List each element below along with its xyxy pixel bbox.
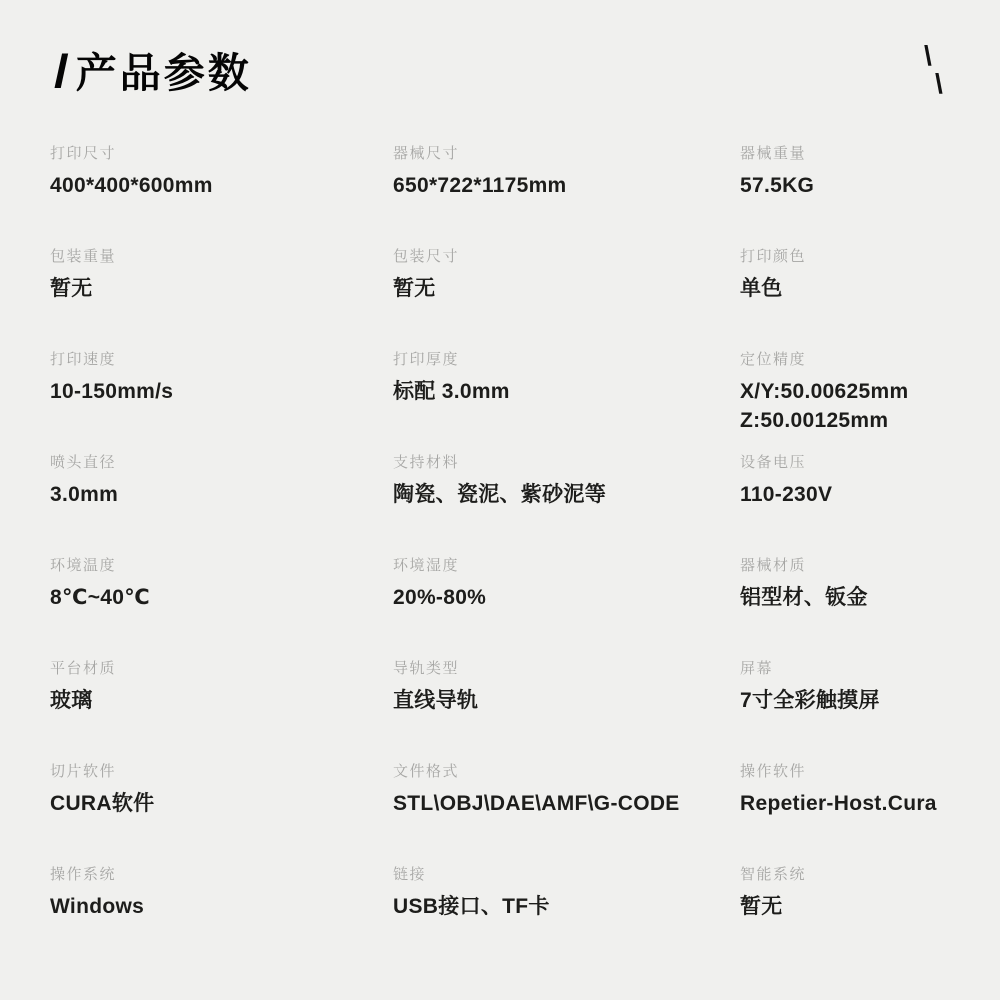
spec-item-rail-type — [393, 660, 740, 763]
spec-item-machine-material — [740, 557, 952, 660]
spec-value: 3.0mm — [50, 483, 119, 506]
spec-value: Repetier-Host.Cura — [740, 792, 937, 815]
spec-value: CURA软件 — [50, 792, 155, 815]
spec-label: 包装重量 — [50, 248, 117, 265]
spec-value: Windows — [50, 895, 145, 918]
spec-item-smart-system — [740, 866, 952, 969]
spec-label: 定位精度 — [740, 351, 807, 368]
spec-value: 8℃~40℃ — [50, 586, 150, 609]
spec-item-package-weight — [50, 248, 393, 351]
spec-label: 智能系统 — [740, 866, 807, 883]
spec-label: 文件格式 — [393, 763, 460, 780]
spec-value: 暂无 — [393, 277, 436, 300]
spec-grid — [50, 145, 952, 969]
spec-value: 20%-80% — [393, 586, 487, 609]
spec-item-machine-size — [393, 145, 740, 248]
corner-decoration — [920, 38, 956, 102]
spec-item-screen — [740, 660, 952, 763]
spec-item-platform-material — [50, 660, 393, 763]
spec-label: 打印颜色 — [740, 248, 807, 265]
backslash-mark-icon: \ — [924, 40, 932, 71]
spec-item-print-speed — [50, 351, 393, 454]
spec-label: 环境温度 — [50, 557, 117, 574]
spec-value: 玻璃 — [50, 689, 93, 712]
spec-item-operating-software — [740, 763, 952, 866]
spec-item-print-size — [50, 145, 393, 248]
spec-label: 切片软件 — [50, 763, 117, 780]
spec-value: 10-150mm/s — [50, 380, 174, 403]
spec-item-nozzle-diameter — [50, 454, 393, 557]
page-title-text: 产品参数 — [75, 50, 252, 96]
spec-label: 链接 — [393, 866, 427, 883]
page-title — [55, 40, 252, 99]
spec-item-operating-system — [50, 866, 393, 969]
spec-item-layer-thickness — [393, 351, 740, 454]
backslash-mark-icon: \ — [935, 68, 943, 99]
title-slash-decoration: / — [54, 45, 69, 97]
spec-value: 单色 — [740, 277, 783, 300]
spec-label: 屏幕 — [740, 660, 774, 677]
spec-value: 标配 3.0mm — [393, 380, 510, 403]
spec-label: 设备电压 — [740, 454, 807, 471]
spec-item-ambient-temperature — [50, 557, 393, 660]
spec-value: 57.5KG — [740, 174, 815, 197]
spec-item-file-format — [393, 763, 740, 866]
spec-value: 暂无 — [50, 277, 93, 300]
spec-item-voltage — [740, 454, 952, 557]
spec-label: 器械材质 — [740, 557, 807, 574]
spec-item-print-color — [740, 248, 952, 351]
spec-value: 650*722*1175mm — [393, 174, 567, 197]
spec-value-line2: Z:50.00125mm — [740, 409, 889, 432]
spec-label: 支持材料 — [393, 454, 460, 471]
spec-item-connectivity — [393, 866, 740, 969]
spec-label: 环境湿度 — [393, 557, 460, 574]
spec-value: 陶瓷、瓷泥、紫砂泥等 — [393, 483, 606, 506]
spec-label: 器械尺寸 — [393, 145, 460, 162]
spec-value: 7寸全彩触摸屏 — [740, 689, 880, 712]
spec-item-ambient-humidity — [393, 557, 740, 660]
spec-label: 打印厚度 — [393, 351, 460, 368]
spec-value: 直线导轨 — [393, 689, 479, 712]
spec-value: STL\OBJ\DAE\AMF\G-CODE — [393, 792, 680, 815]
spec-value: 400*400*600mm — [50, 174, 213, 197]
spec-value: 暂无 — [740, 895, 783, 918]
spec-label: 喷头直径 — [50, 454, 117, 471]
spec-value: USB接口、TF卡 — [393, 895, 550, 918]
spec-value: 铝型材、钣金 — [740, 586, 868, 609]
spec-item-slicing-software — [50, 763, 393, 866]
spec-item-supported-materials — [393, 454, 740, 557]
spec-label: 操作软件 — [740, 763, 807, 780]
spec-label: 打印速度 — [50, 351, 117, 368]
spec-label: 操作系统 — [50, 866, 117, 883]
spec-label: 包装尺寸 — [393, 248, 460, 265]
spec-label: 导轨类型 — [393, 660, 460, 677]
spec-label: 平台材质 — [50, 660, 117, 677]
spec-value: X/Y:50.00625mm — [740, 380, 909, 403]
spec-item-positioning-accuracy — [740, 351, 952, 454]
spec-label: 打印尺寸 — [50, 145, 117, 162]
spec-label: 器械重量 — [740, 145, 807, 162]
spec-item-machine-weight — [740, 145, 952, 248]
spec-value: 110-230V — [740, 483, 833, 506]
spec-item-package-size — [393, 248, 740, 351]
